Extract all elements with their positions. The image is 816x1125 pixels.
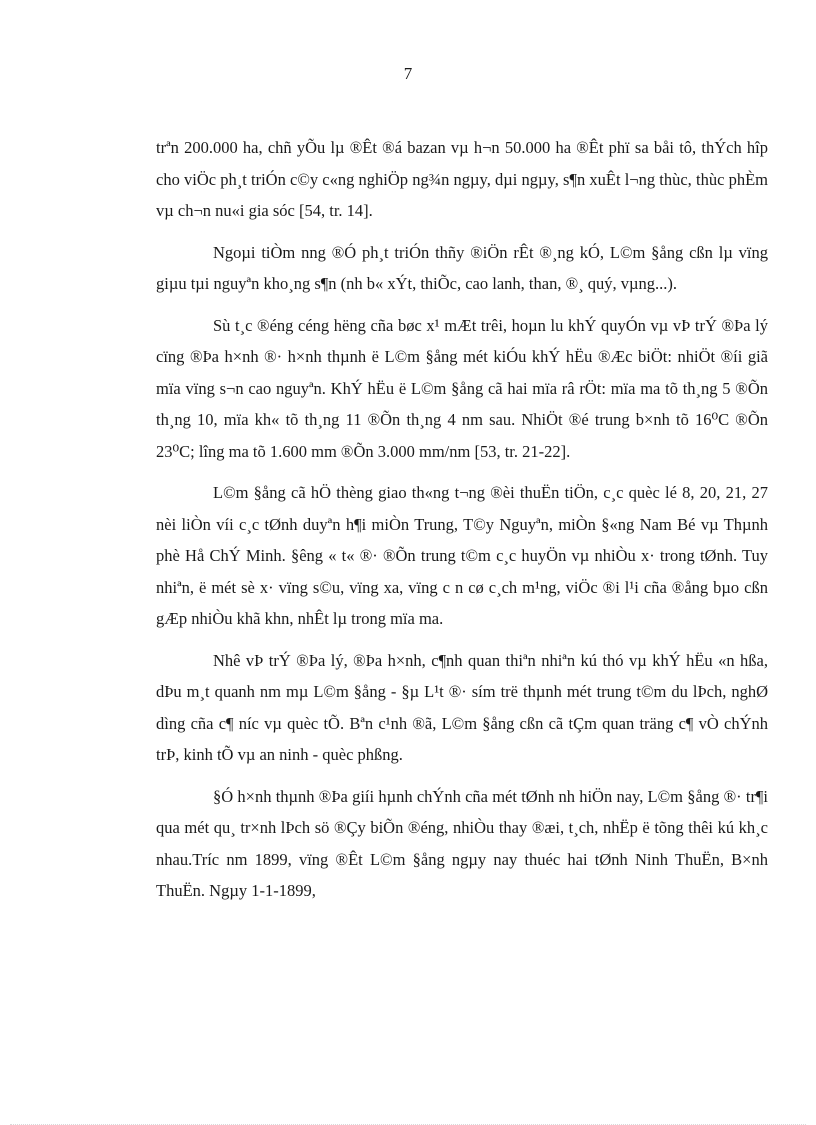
page-number: 7 xyxy=(403,64,413,83)
paragraph-6: §Ó h×nh thµnh ®Þa giíi hµnh chÝnh cña mét tØnh nh hiÖn nay, L©m §ång ®· tr¶i qua mét qu¸ tr×nh lÞch sö ®Çy biÕn ®éng, nhiÒu thay ®æi, t¸ch, nhËp ë tõng thêi kú kh¸c nhau.Tríc nm 1899, vïng ®Êt L©m §ång ngµy nay thuéc hai tØnh Ninh ThuËn, B×nh ThuËn. Ngµy 1-1-1899, xyxy=(156,786,768,900)
paragraph-4: L©m §ång cã hÖ thèng giao th«ng t¬ng ®èi thuËn tiÖn, c¸c quèc lé 8, 20, 21, 27 nèi liÒn víi c¸c tØnh duyªn h¶i miÒn Trung, T©y Nguyªn, miÒn §«ng Nam Bé vµ Thµnh phè Hå ChÝ Minh. §êng « t« ®· ®Õn trung t©m c¸c huyÖn vµ nhiÒu x· trong tØnh. Tuy nhiªn, ë mét sè x· vïng s©u, vïng xa, vïng c n cø c¸ch m¹ng, viÖc ®i l¹i cña ®ång bµo cßn gÆp nhiÒu khã khn, nhÊt lµ trong mïa ma. xyxy=(156,483,768,628)
paragraph-2: Ngoµi tiÒm nng ®Ó ph¸t triÓn thñy ®iÖn rÊt ®¸ng kÓ, L©m §ång cßn lµ vïng giµu tµi nguyªn kho¸ng s¶n (nh b« xÝt, thiÕc, cao lanh, than, ®¸ quý, vµng...). xyxy=(156,242,768,293)
body-text xyxy=(156,132,768,917)
paragraph-5: Nhê vÞ trÝ ®Þa lý, ®Þa h×nh, c¶nh quan thiªn nhiªn kú thó vµ khÝ hËu «n hßa, dÞu m¸t quanh nm mµ L©m §ång - §µ L¹t ®· sím trë thµnh mét trung t©m du lÞch, nghØ dìng cña c¶ níc vµ quèc tÕ. Bªn c¹nh ®ã, L©m §ång cßn cã tÇm quan träng c¶ vÒ chÝnh trÞ, kinh tÕ vµ an ninh - quèc phßng. xyxy=(156,650,768,764)
paragraph-1: trªn 200.000 ha, chñ yÕu lµ ®Êt ®á bazan vµ h¬n 50.000 ha ®Êt phï sa båi tô, thÝch hîp cho viÖc ph¸t triÓn c©y c«ng nghiÖp ng¾n ngµy, dµi ngµy, s¶n xuÊt l¬ng thùc, thùc phÈm vµ ch¬n nu«i gia sóc [54, tr. 14]. xyxy=(156,138,768,220)
paragraph-3: Sù t¸c ®éng céng hëng cña bøc x¹ mÆt trêi, hoµn lu khÝ quyÓn vµ vÞ trÝ ®Þa lý cïng ®Þa h×nh ®· h×nh thµnh ë L©m §ång mét kiÓu khÝ hËu ®Æc biÖt: nhiÖt ®íi giã mïa vïng s¬n cao nguyªn. KhÝ hËu ë L©m §ång cã hai mïa râ rÖt: mïa ma tõ th¸ng 5 ®Õn th¸ng 10, mïa kh« tõ th¸ng 11 ®Õn th¸ng 4 nm sau. NhiÖt ®é trung b×nh tõ 16⁰C ®Õn 23⁰C; lîng ma tõ 1.600 mm ®Õn 3.000 mm/nm [53, tr. 21-22]. xyxy=(156,315,768,461)
